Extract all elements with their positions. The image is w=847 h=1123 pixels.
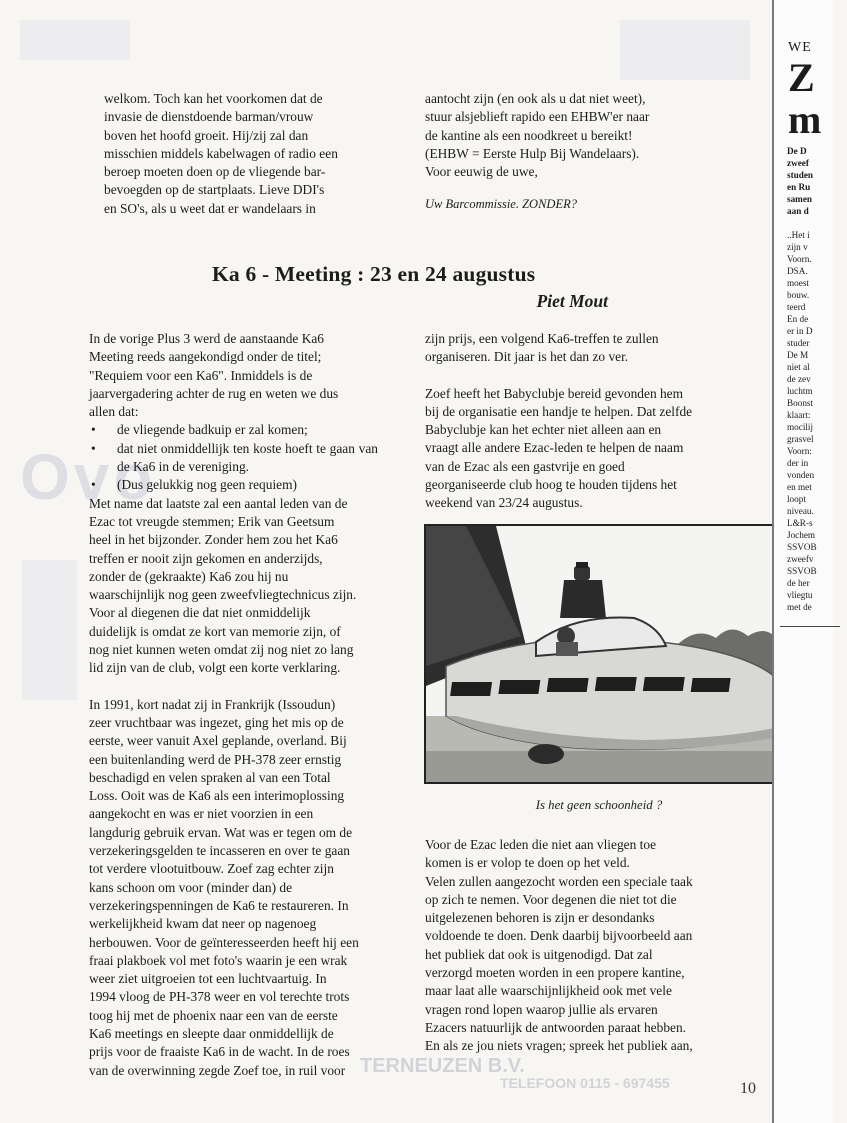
adjacent-bold-line: samen: [787, 194, 813, 204]
show-through-block-top-right: [620, 20, 750, 80]
text-line: eerste, weer vanuit Axel geplande, overland. Bij: [89, 733, 347, 749]
article-headline: Ka 6 - Meeting : 23 en 24 augustus: [212, 262, 536, 286]
bullet-list: [89, 421, 378, 494]
text-line: Ezac tot vreugde stemmen; Erik van Geetsum: [89, 513, 335, 529]
text-line: bevoegden op de startplaats. Lieve DDI's: [104, 182, 325, 198]
text-line: beschadigd en velen spraken al van een Total: [89, 769, 331, 785]
show-through-phone: TELEFOON 0115 - 697455: [500, 1075, 670, 1091]
adjacent-bold-line: studen: [787, 170, 814, 180]
adjacent-body-line: moest: [787, 278, 809, 288]
text-line: langdurig gebruik ervan. Wat was er tegen om de: [89, 824, 353, 840]
babyclub-paragraph: [425, 385, 714, 513]
text-line: En als ze jou niets vragen; spreek het publiek aan,: [425, 1038, 693, 1054]
text-line: 1994 vloog de PH-378 weer en vol terechte trots: [89, 989, 350, 1005]
text-line: van de Ezac als een gastvrije en goed: [425, 458, 625, 474]
adjacent-body-line: de her: [787, 578, 810, 588]
text-line: werkelijkheid kwam dat neer op nagenoeg: [89, 916, 317, 932]
adjacent-body-line: Jochem: [787, 530, 816, 540]
adjacent-body-line: klaart:: [787, 410, 811, 420]
article-right-column-top: [425, 330, 714, 513]
bullet-item: • de vliegende badkuip er zal komen;: [89, 421, 378, 439]
adjacent-body-line: DSA.: [787, 266, 808, 276]
text-line: weekend van 23/24 augustus.: [425, 495, 583, 511]
bullet-item: • dat niet onmiddellijk ten koste hoeft te gaan van de Ka6 in de vereniging.: [89, 440, 378, 477]
text-line: boven het hoofd groeit. Hij/zij zal dan: [104, 127, 309, 143]
text-line: Zoef heeft het Babyclubje bereid gevonden hem: [425, 385, 684, 401]
glider-photo: [424, 524, 776, 784]
text-line: (EHBW = Eerste Hulp Bij Wandelaars).: [425, 145, 640, 161]
text-line: aangekocht en was er niet voorzien in een: [89, 806, 314, 822]
adjacent-page-title-1: Z: [788, 55, 815, 100]
text-line: prijs voor de fraaiste Ka6 in de wacht. In de roes: [89, 1044, 350, 1060]
article-left-column: [89, 330, 378, 1080]
adjacent-body-line: niveau.: [787, 506, 814, 516]
adjacent-body-line: mocilij: [787, 422, 814, 432]
adjacent-page-text: [787, 145, 847, 613]
text-line: Meeting reeds aangekondigd onder de titel;: [89, 349, 322, 365]
text-line: Ka6 meetings en sleepte daar onmiddellijk de: [89, 1025, 334, 1041]
text-line: Velen zullen aangezocht worden een speciale taak: [425, 873, 693, 889]
photo-caption: Is het geen schoonheid ?: [535, 798, 663, 812]
adjacent-body-line: SSVOB: [787, 566, 817, 576]
adjacent-body-line: loopt: [787, 494, 806, 504]
text-line: organiseren. Dit jaar is het dan zo ver.: [425, 349, 629, 365]
bullet-item: • (Dus gelukkig nog geen requiem): [89, 476, 378, 494]
show-through-logo: Ovo: [20, 441, 157, 513]
text-line: kans schoon om voor (minder dan) de: [89, 879, 293, 895]
text-line: op zich te nemen. Voor degenen die niet tot die: [425, 891, 677, 907]
text-line: In de vorige Plus 3 werd de aanstaande Ka6: [89, 331, 325, 346]
show-through-block-left: [22, 560, 77, 700]
text-line: misschien middels kabelwagen of radio een: [104, 145, 338, 161]
prize-paragraph: [425, 330, 714, 367]
text-line: Voor de Ezac leden die niet aan vliegen toe: [425, 837, 657, 852]
text-line: komen is er volop te doen op het veld.: [425, 855, 630, 871]
text-line: Babyclubje kan het echter niet alleen aan en: [425, 422, 662, 438]
text-line: allen dat:: [89, 404, 139, 420]
adjacent-body-line: studer: [787, 338, 810, 348]
adjacent-body-line: en met: [787, 482, 812, 492]
adjacent-page-rule: [780, 626, 840, 627]
bar-notice-right-column: [425, 90, 715, 214]
show-through-block-top-left: [20, 20, 130, 60]
text-line: waarschijnlijk nog geen zweefvliegtechnicus zijn.: [89, 587, 357, 603]
adjacent-bold-line: en Ru: [787, 182, 811, 192]
adjacent-body-line: Boonst: [787, 398, 814, 408]
signature: Uw Barcommissie. ZONDER?: [425, 197, 577, 212]
adjacent-body-line: zijn v: [787, 242, 808, 252]
adjacent-page-tag: WE: [788, 40, 812, 55]
adjacent-body-line: niet al: [787, 362, 810, 372]
text-line: jaarvergadering achter de rug en weten we dus: [89, 385, 339, 401]
adjacent-body-line: SSVOB: [787, 542, 817, 552]
text-line: verzekeringsgelden te incasseren en over te gaan: [89, 843, 350, 859]
text-line: Loss. Ooit was de Ka6 als een interimoplossing: [89, 788, 345, 804]
adjacent-body-line: met de: [787, 602, 812, 612]
text-line: treffen er nooit zijn gekomen en anderzijds,: [89, 550, 323, 566]
adjacent-body-line: ..Het i: [787, 230, 810, 240]
adjacent-body-line: luchtm: [787, 386, 813, 396]
text-line: welkom. Toch kan het voorkomen dat de: [104, 91, 323, 106]
text-line: vraagt alle andere Ezac-leden te helpen de naam: [425, 440, 684, 456]
adjacent-body-line: vliegtu: [787, 590, 813, 600]
adjacent-body-line: grasvel: [787, 434, 814, 444]
article-right-column-bottom: [425, 836, 714, 1056]
text-line: Voor al diegenen die dat niet onmiddelijk: [89, 605, 311, 621]
adjacent-body-line: der in: [787, 458, 809, 468]
text-line: aantocht zijn (en ook als u dat niet weet),: [425, 91, 646, 106]
adjacent-body-line: Voorn.: [787, 254, 812, 264]
adjacent-bold-line: aan d: [787, 206, 809, 216]
text-line: zijn prijs, een volgend Ka6-treffen te zullen: [425, 331, 659, 346]
adjacent-body-line: er in D: [787, 326, 813, 336]
text-line: herbouwen. Voor de geïnteresseerden heeft hij een: [89, 934, 359, 950]
text-line: vragen rond lopen waarop jullie als ervaren: [425, 1001, 658, 1017]
show-through-sponsor-name: TERNEUZEN B.V.: [360, 1055, 525, 1077]
text-line: uitgelezenen behoren is zijn er desondanks: [425, 910, 655, 926]
text-line: bij de organisatie een handje te helpen. Dat zelfde: [425, 403, 693, 419]
text-line: Met name dat laatste zal een aantal leden van de: [89, 495, 348, 511]
adjacent-page-title-2: m: [788, 97, 822, 142]
adjacent-body-line: De M: [787, 350, 809, 360]
text-line: lid zijn van de club, volgt een korte verklaring.: [89, 660, 341, 676]
text-line: Voor eeuwig de uwe,: [425, 164, 538, 180]
text-line: zonder de (gekraakte) Ka6 zou hij nu: [89, 568, 289, 584]
text-line: nog niet kunnen weten omdat zij nog niet zo lang: [89, 642, 354, 658]
adjacent-body-line: L&R-s: [787, 518, 813, 528]
adjacent-body-line: bouw.: [787, 290, 810, 300]
text-line: In 1991, kort nadat zij in Frankrijk (Issoudun): [89, 696, 336, 712]
text-line: en SO's, als u weet dat er wandelaars in: [104, 200, 316, 216]
text-line: invasie de dienstdoende barman/vrouw: [104, 109, 314, 125]
page-number: 10: [740, 1080, 756, 1097]
text-line: de kantine als een noodkreet u bereikt!: [425, 127, 633, 143]
text-line: tot verdere vlootuitbouw. Zoef zag echter zijn: [89, 861, 334, 877]
article-author: Piet Mout: [536, 291, 608, 311]
text-line: duidelijk is omdat ze kort van memorie zijn, of: [89, 623, 341, 639]
adjacent-bold-line: De D: [787, 146, 807, 156]
history-paragraph: [89, 696, 378, 1080]
adjacent-page: [772, 0, 834, 1123]
adjacent-body-line: En de: [787, 314, 809, 324]
explanation-paragraph: [89, 495, 378, 678]
adjacent-body-line: de zev: [787, 374, 811, 384]
adjacent-body-line: zweefv: [787, 554, 814, 564]
text-line: "Requiem voor een Ka6". Inmiddels is de: [89, 367, 313, 383]
text-line: verzekeringspenningen de Ka6 te restaureren. In: [89, 897, 349, 913]
text-line: voldoende te doen. Denk daarbij bijvoorbeeld aan: [425, 928, 693, 944]
text-line: maar laat alle waarschijnlijkheid ook met vele: [425, 983, 672, 999]
adjacent-bold-line: zweef: [787, 158, 809, 168]
text-line: toog hij met de phoenix naar een van de eerste: [89, 1007, 338, 1023]
text-line: stuur alsjeblieft rapido een EHBW'er naar: [425, 109, 650, 125]
text-line: heel in het bijzonder. Zonder hem zou het Ka6: [89, 532, 338, 548]
text-line: het publiek dat ook is uitgenodigd. Dat zal: [425, 946, 653, 962]
text-line: een buitenlanding werd de PH-378 zeer ernstig: [89, 751, 342, 767]
adjacent-body-line: vonden: [787, 470, 815, 480]
text-line: weer ziet uitgroeien tot een luchtvaartuig. In: [89, 971, 327, 987]
bar-notice-left-column: [104, 90, 380, 218]
intro-paragraph: [89, 330, 378, 421]
text-line: verzorgd moeten worden in een propere kantine,: [425, 965, 685, 981]
text-line: zeer vruchtbaar was ingezet, ging het mis op de: [89, 714, 344, 730]
adjacent-body-line: Voorn:: [787, 446, 812, 456]
text-line: georganiseerde club hoog te houden tijdens het: [425, 477, 677, 493]
adjacent-body-line: teerd: [787, 302, 806, 312]
text-line: fraai plakboek vol met foto's waarin je een wrak: [89, 952, 348, 968]
text-line: beroep moeten doen op de vliegende bar-: [104, 164, 326, 180]
text-line: Ezacers natuurlijk de antwoorden paraat hebben.: [425, 1019, 686, 1035]
text-line: van de overwinning zegde Zoef toe, in ruil voor: [89, 1062, 346, 1078]
